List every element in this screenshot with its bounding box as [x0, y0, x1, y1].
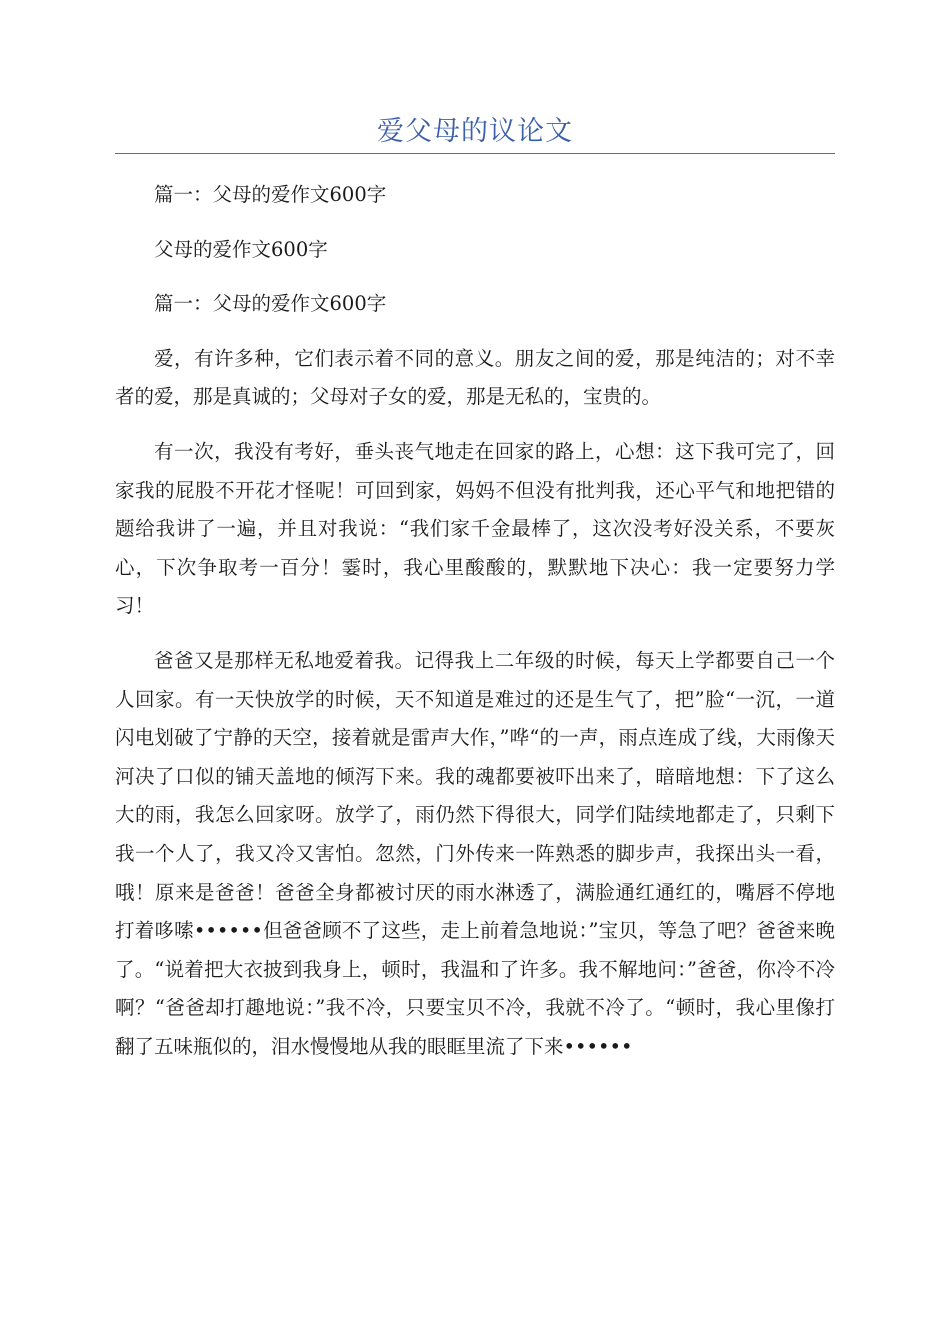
title-underline: [115, 153, 835, 154]
section-heading: 篇一：父母的爱作文600字: [154, 183, 387, 206]
document-title: 爱父母的议论文: [377, 116, 573, 147]
document-body: [115, 176, 835, 1066]
paragraph: 爱，有许多种，它们表示着不同的意义。朋友之间的爱，那是纯洁的；对不幸者的爱，那是真诚的；父母对子女的爱，那是无私的，宝贵的。: [115, 346, 835, 409]
paragraph: 爸爸又是那样无私地爱着我。记得我上二年级的时候，每天上学都要自己一个人回家。有一天快放学的时候，天不知道是难过的还是生气了，把”脸“一沉，一道闪电划破了宁静的天空，接着就是雷声大作，”哗“的一声，雨点连成了线，大雨像天河决了口似的铺天盖地的倾泻下来。我的魂都要被吓出来了，暗暗地想：下了这么大的雨，我怎么回家呀。放学了，雨仍然下得很大，同学们陆续地都走了，只剩下我一个人了，我又冷又害怕。忽然，门外传来一阵熟悉的脚步声，我探出头一看，哦！原来是爸爸！爸爸全身都被讨厌的雨水淋透了，满脸通红通红的，嘴唇不停地打着哆嗦••••••但爸爸顾不了这些，走上前着急地说：”宝贝，等急了吧？爸爸来晚了。“说着把大衣披到我身上，顿时，我温和了许多。我不解地问：”爸爸，你冷不冷啊？“爸爸却打趣地说：”我不冷，只要宝贝不冷，我就不冷了。“顿时，我心里像打翻了五味瓶似的，泪水慢慢地从我的眼眶里流了下来••••••: [115, 648, 835, 1058]
paragraph: 有一次，我没有考好，垂头丧气地走在回家的路上，心想：这下我可完了，回家我的屁股不开花才怪呢！可回到家，妈妈不但没有批判我，还心平气和地把错的题给我讲了一遍，并且对我说：“我们家千金最棒了，这次没考好没关系，不要灰心，下次争取考一百分！霎时，我心里酸酸的，默默地下决心：我一定要努力学习！: [115, 439, 835, 618]
subtitle-line: 父母的爱作文600字: [154, 237, 328, 261]
section-heading: 篇一：父母的爱作文600字: [154, 292, 387, 316]
